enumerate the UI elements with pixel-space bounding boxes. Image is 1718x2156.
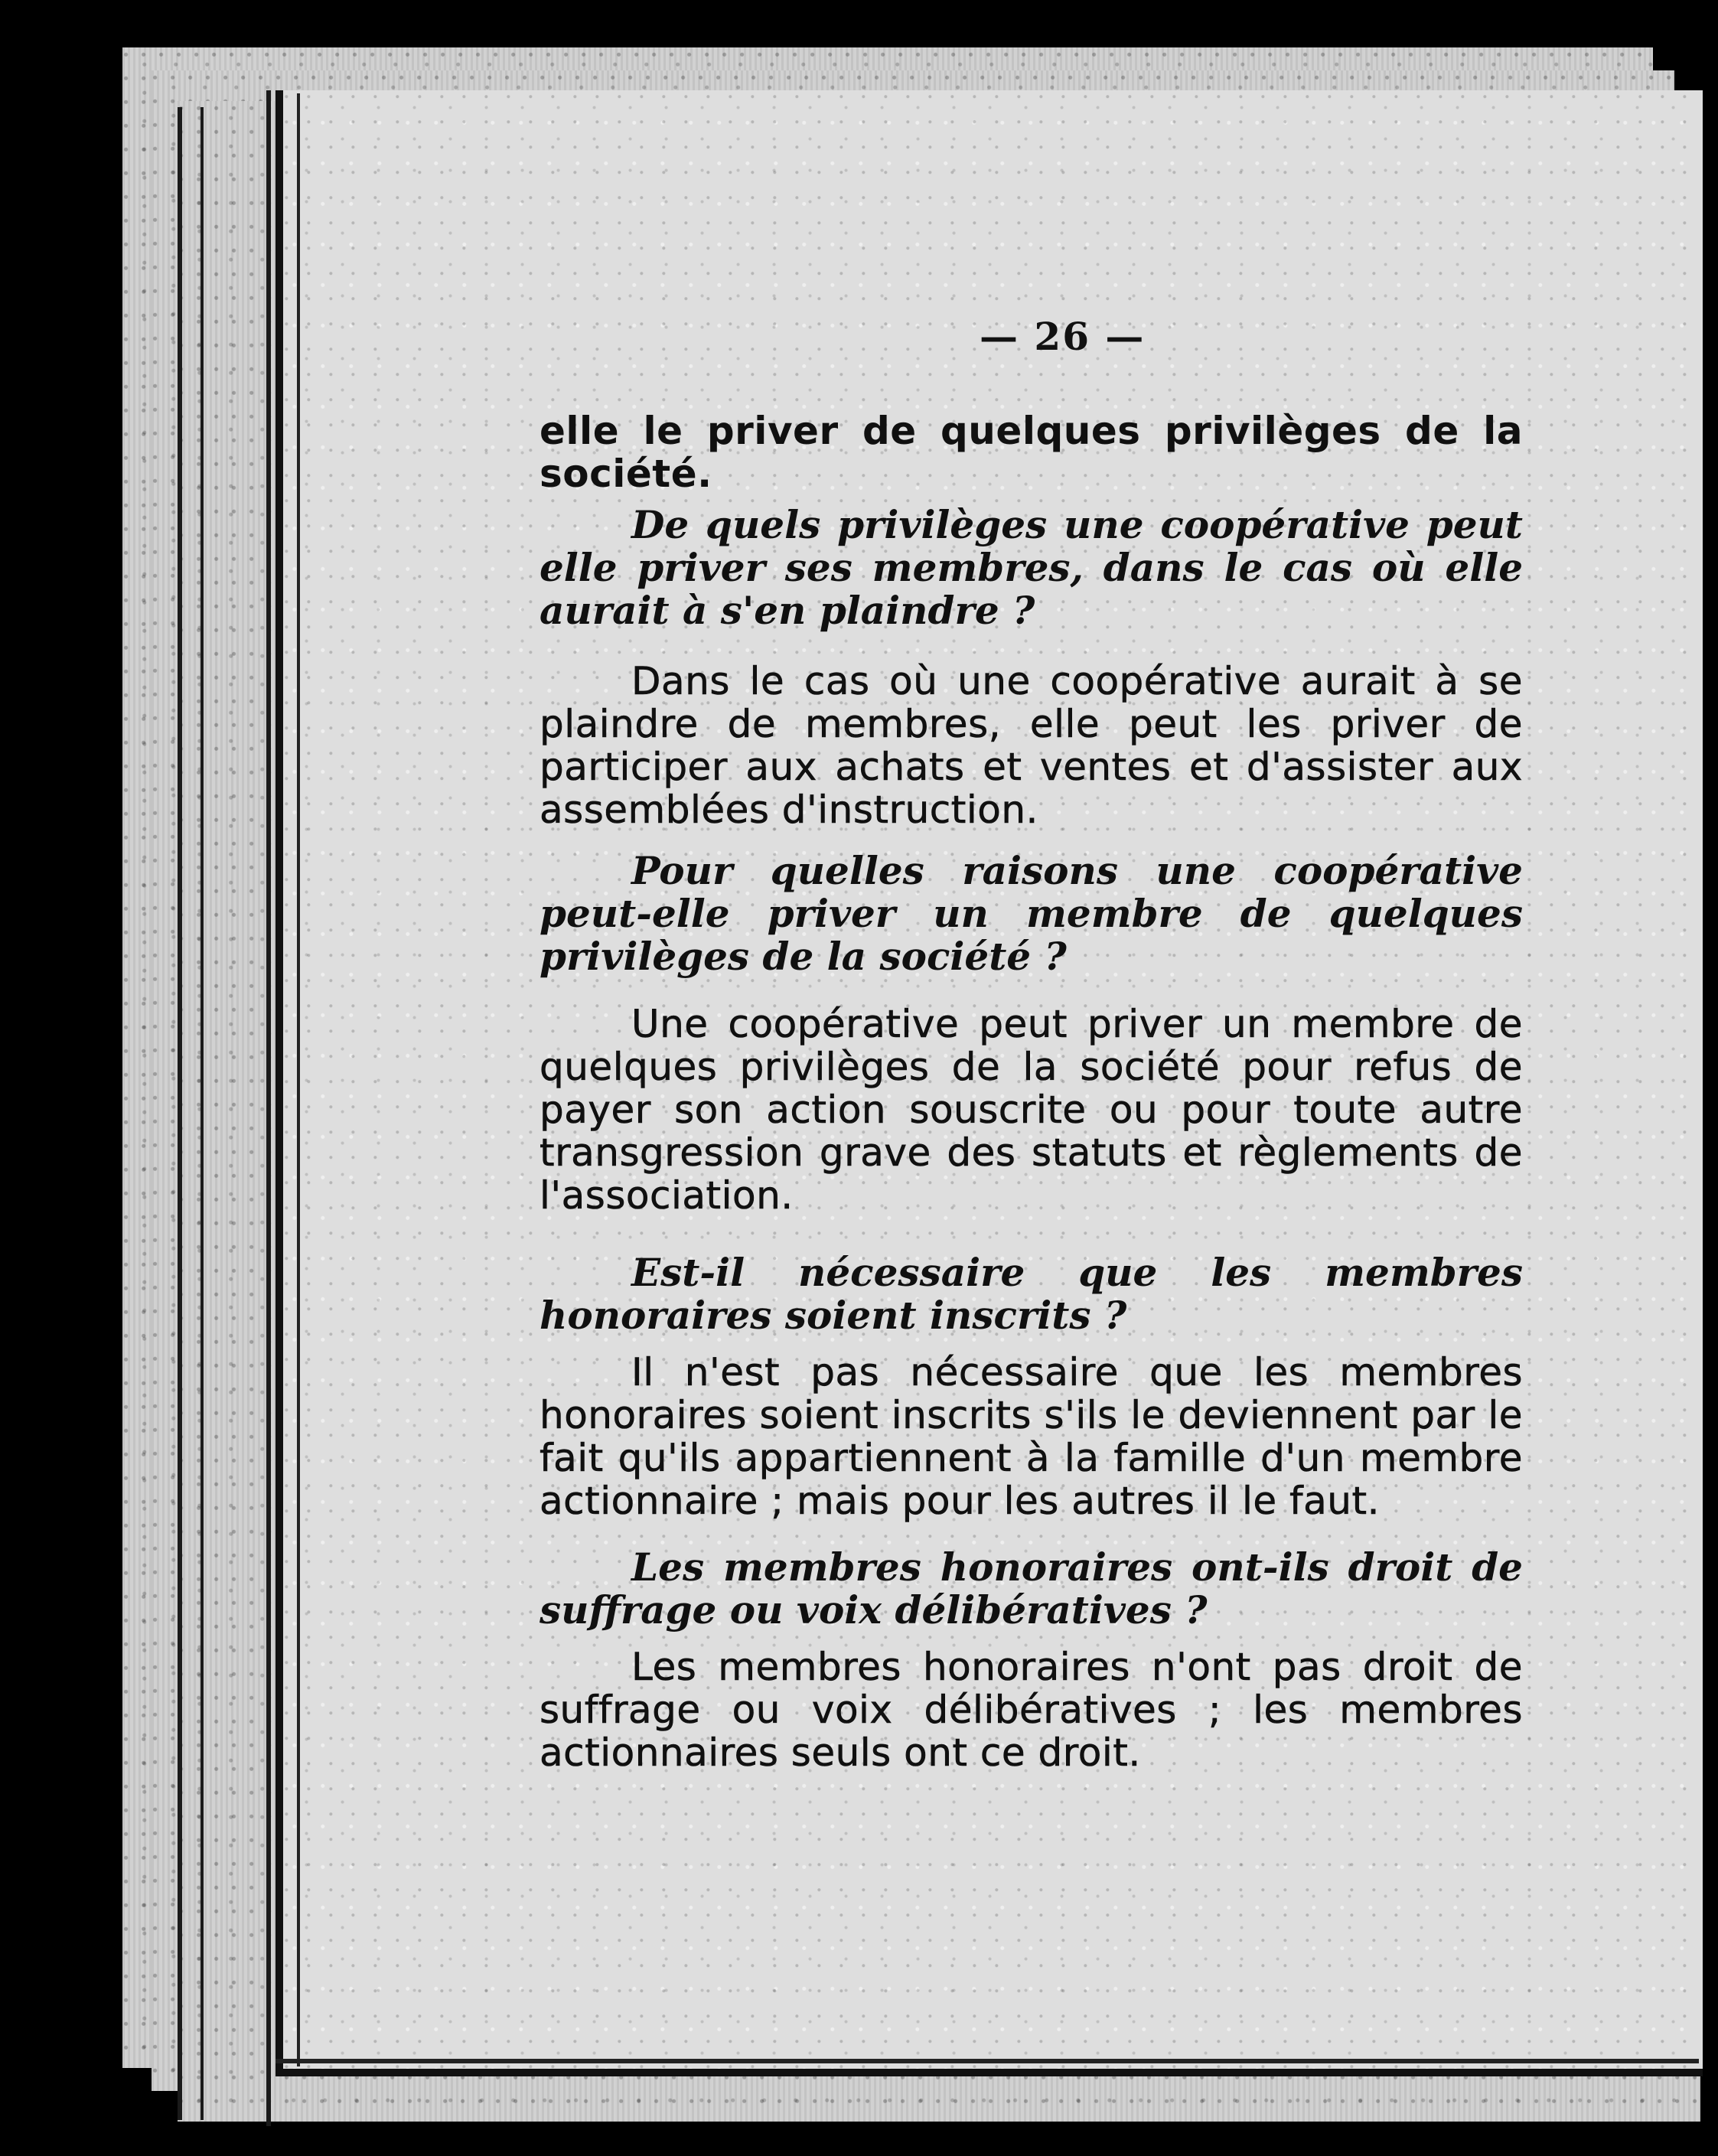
page-edge-line [178,107,182,2120]
page-edge-line [266,90,271,2126]
paragraph-answer: elle le priver de quelques privilèges de la société. [540,409,1523,496]
paragraph-question: Les membres honoraires ont-ils droit de suffrage ou voix délibératives ? [540,1544,1523,1632]
page-edge-line [200,107,204,2120]
page-border-rule [297,93,300,2066]
paragraph-question: Pour quelles raisons une coopérative peut-elle priver un membre de quelques privilèges de la société ? [540,848,1523,979]
paragraph-answer: Les membres honoraires n'ont pas droit de suffrage ou voix délibératives ; les membres actionnaires seuls ont ce droit. [540,1645,1523,1775]
paragraph-question: Est-il nécessaire que les membres honoraires soient inscrits ? [540,1250,1523,1338]
paragraph-question: De quels privilèges une coopérative peut elle priver ses membres, dans le cas où elle aurait à s'en plaindre ? [540,502,1523,633]
paragraph-answer: Dans le cas où une coopérative aurait à se plaindre de membres, elle peut les priver de participer aux achats et ventes et d'assister aux assemblées d'instruction. [540,659,1523,832]
page-bottom-rule [275,2059,1699,2063]
page-number: — 26 — [980,314,1146,359]
paragraph-answer: Il n'est pas nécessaire que les membres honoraires soient inscrits s'ils le deviennent par le fait qu'ils appartiennent à la famille d'un membre actionnaire ; mais pour les autres il le faut. [540,1350,1523,1523]
paragraph-answer: Une coopérative peut priver un membre de quelques privilèges de la société pour refus de payer son action souscrite ou pour toute autre transgression grave des statuts et règlements de l'association. [540,1002,1523,1218]
